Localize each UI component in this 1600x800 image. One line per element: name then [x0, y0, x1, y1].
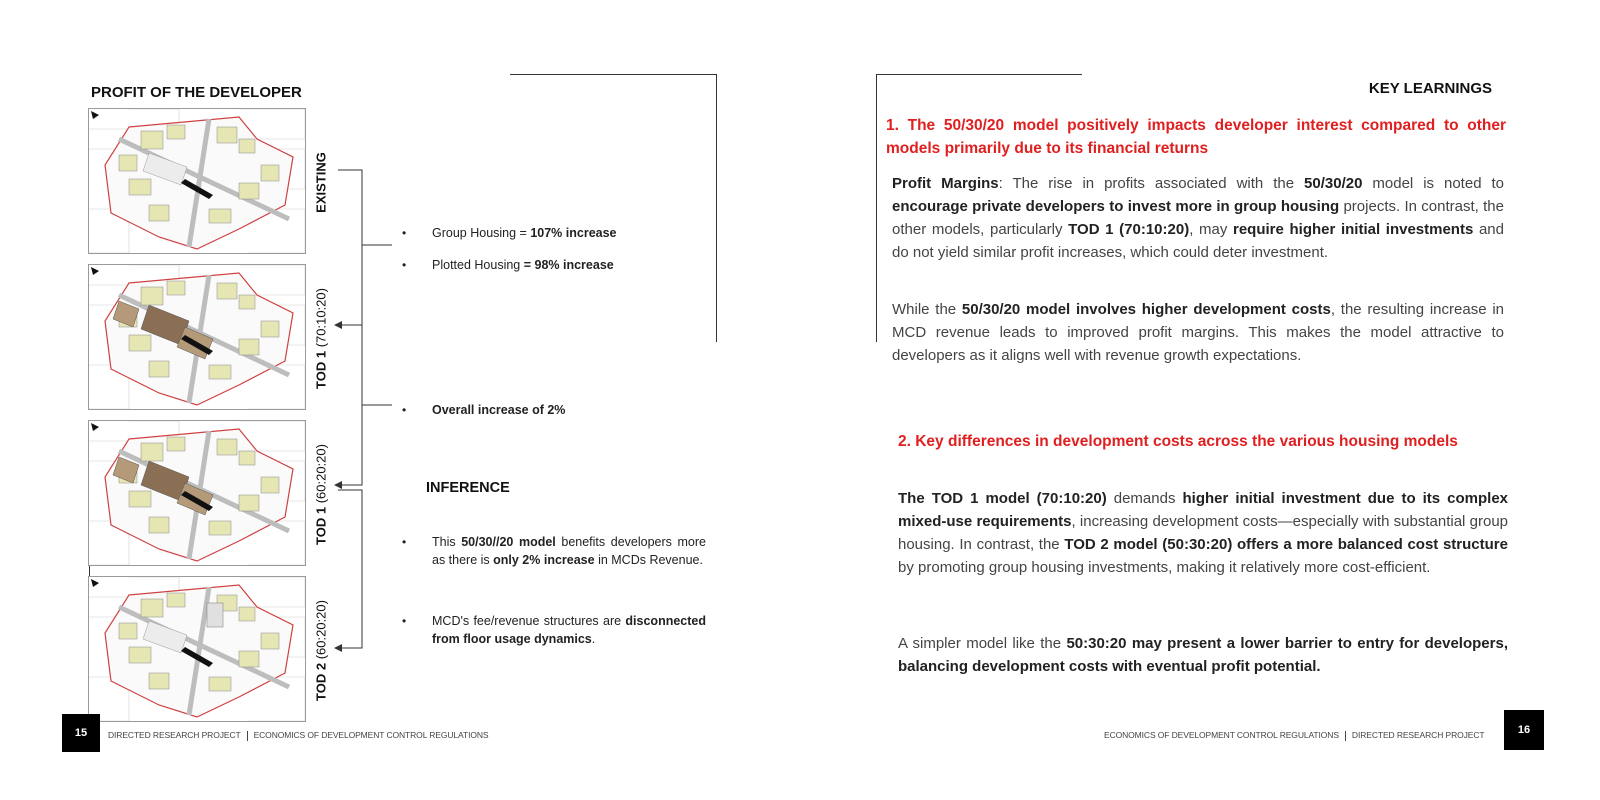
left-page-title: PROFIT OF THE DEVELOPER: [91, 84, 302, 101]
map-tod2-60-20-20: [88, 576, 306, 722]
point-1-heading: 1. The 50/30/20 model positively impacts developer interest compared to other models primarily due to its financial returns: [886, 117, 1506, 157]
point-2-heading: 2. Key differences in development costs across the various housing models: [898, 433, 1458, 450]
left-top-rule: [510, 74, 716, 75]
inference-bullet-1: • This 50/30//20 model benefits developers more as there is only 2% increase in MCDs Revenue.: [402, 535, 706, 567]
bullet-plotted-housing: • Plotted Housing = 98% increase: [402, 258, 614, 272]
bullet-group-housing: • Group Housing = 107% increase: [402, 226, 617, 240]
footer-left: DIRECTED RESEARCH PROJECT ECONOMICS OF DEVELOPMENT CONTROL REGULATIONS: [108, 730, 489, 740]
paragraph-profit-margins: Profit Margins: The rise in profits associated with the 50/30/20 model is noted to encourage private developers to invest more in group housing projects. In contrast, the other models, particularly TOD 1 (70:10:20), may require higher initial investments and do not yield similar profit increases, which could deter investment.: [892, 175, 1505, 261]
paragraph-simpler-model: A simpler model like the 50:30:20 may present a lower barrier to entry for developers, balancing development costs with eventual profit potential.: [898, 635, 1508, 675]
left-right-rule: [716, 74, 717, 342]
page-number-right: 16: [1504, 710, 1544, 750]
paragraph-tod-models: The TOD 1 model (70:10:20) demands higher initial investment due to its complex mixed-use requirements, increasing development costs—especially with substantial group housing. In contrast, the TOD 2 model (50:30:20) offers a more balanced cost structure by promoting group housing investments, making it relatively more cost-efficient.: [898, 490, 1509, 576]
site-plan-map: [89, 421, 305, 565]
map-label-tod1-60: TOD 1 (60:20:20): [313, 444, 329, 545]
inference-bullet-2: • MCD's fee/revenue structures are disconnected from floor usage dynamics.: [402, 614, 706, 646]
site-plan-map: [89, 109, 305, 253]
paragraph-development-costs: While the 50/30/20 model involves higher development costs, the resulting increase in MCD revenue leads to improved profit margins. This makes the model attractive to developers as it aligns well with revenue growth expectations.: [892, 301, 1504, 364]
comparison-brackets: [330, 160, 410, 660]
inference-title: INFERENCE: [426, 480, 510, 496]
map-label-tod2-60: TOD 2 (60:20:20): [313, 600, 329, 701]
right-left-rule: [876, 74, 877, 342]
map-tod1-70-10-20: [88, 264, 306, 410]
map-existing: [88, 108, 306, 254]
footer-right: ECONOMICS OF DEVELOPMENT CONTROL REGULATIONS DIRECTED RESEARCH PROJECT: [1104, 730, 1485, 740]
bullet-overall-increase: • Overall increase of 2%: [402, 403, 566, 417]
map-label-tod1-70: TOD 1 (70:10:20): [313, 288, 329, 389]
key-learnings-heading: KEY LEARNINGS: [1368, 80, 1492, 97]
right-top-rule: [876, 74, 1082, 75]
map-tod1-60-20-20: [88, 420, 306, 566]
page-number-left: 15: [62, 714, 100, 752]
site-plan-map: [89, 577, 305, 721]
map-label-existing: EXISTING: [313, 152, 329, 213]
site-plan-map: [89, 265, 305, 409]
